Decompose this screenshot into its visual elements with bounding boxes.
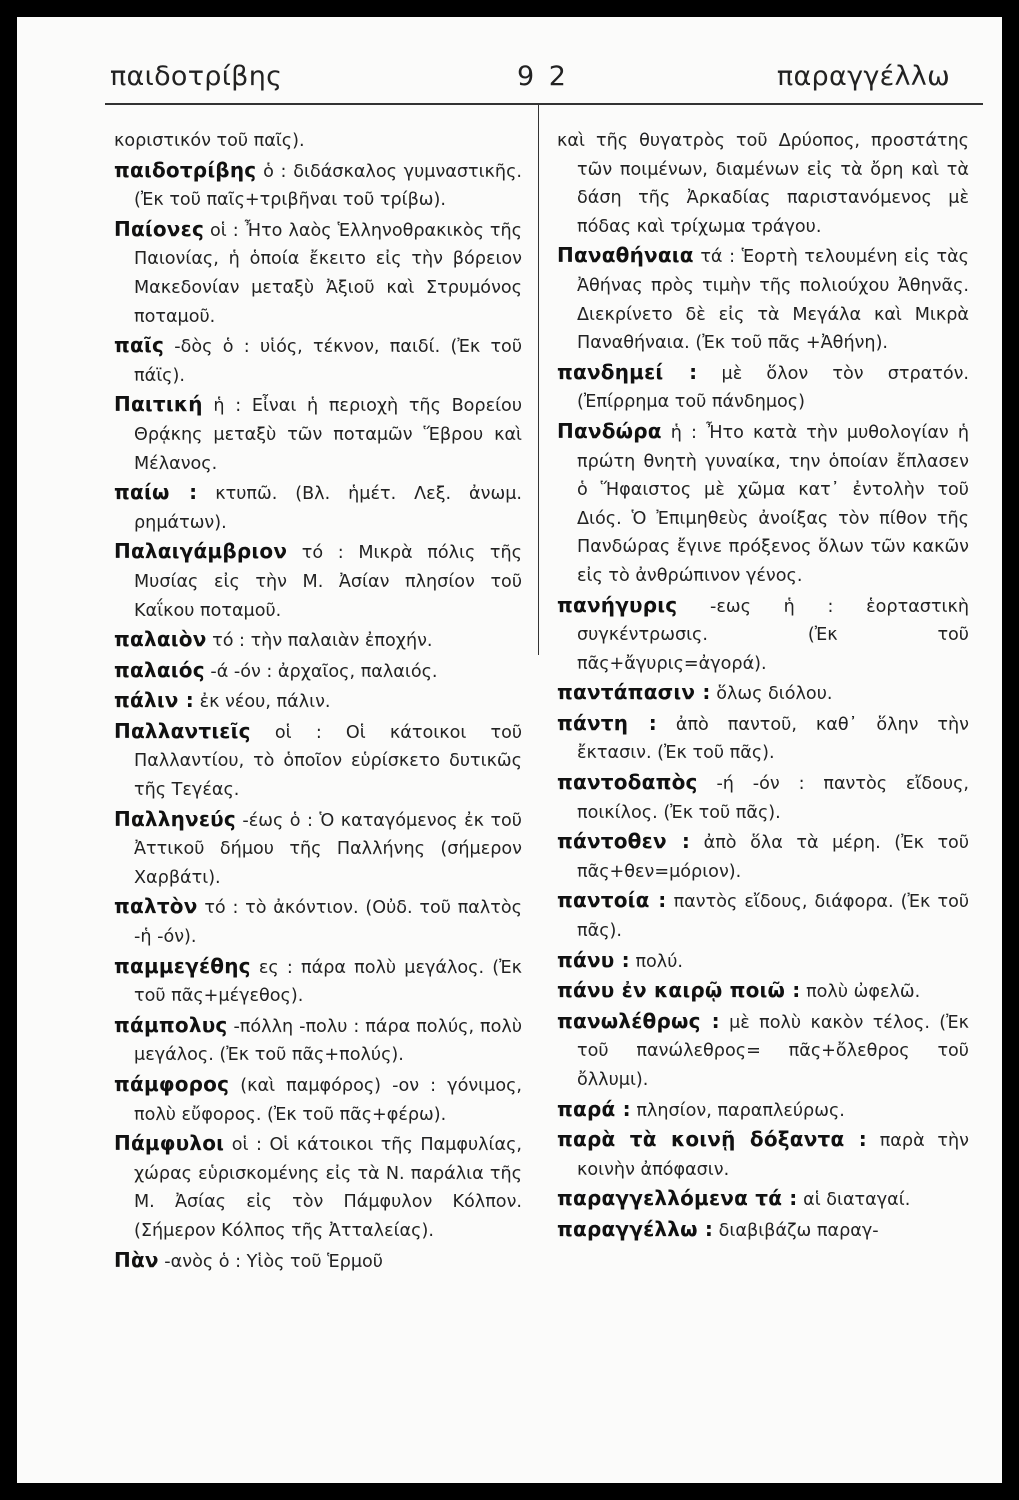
entry-headword: πάνυ ἐν καιρῷ ποιῶ : [557, 978, 801, 1003]
entry-definition: παντὸς εἴδους, διάφορα. (Ἐκ τοῦ πᾶς). [577, 892, 970, 942]
entry-definition: -έως ὁ : Ὁ καταγόμενος ἐκ τοῦ Ἀττικοῦ δήμου τῆς Παλλήνης (σήμερον Χαρβάτι). [134, 810, 522, 888]
entry-definition: -εως ἡ : ἑορταστικὴ συγκέντρωσις. (Ἐκ τοῦ πᾶς+ἄγυρις=ἀγορά). [577, 596, 970, 674]
entry-headword: Παιτική [114, 392, 203, 417]
dictionary-entry [557, 1007, 969, 1095]
dictionary-entry [557, 768, 969, 827]
dictionary-entry [114, 892, 522, 951]
entry-headword: Πὰν [114, 1247, 159, 1272]
entry-headword: πάντοθεν : [557, 829, 691, 854]
entry-definition: μὲ πολὺ κακὸν τέλος. (Ἐκ τοῦ πανώλεθρος= πᾶς+ὄλεθρος τοῦ ὄλλυμι). [577, 1012, 969, 1090]
entry-headword: Πανδώρα [557, 418, 662, 443]
running-head-left: παιδοτρίβης [110, 61, 283, 92]
entry-definition: οἱ : Οἱ κάτοικοι τῆς Παμφυλίας, χώρας εὑρισκομένης εἰς τὰ Ν. παράλια τῆς Μ. Ἀσίας εἰς τὸν Πάμφυλον Κόλπον. (Σήμερον Κόλπος τῆς Ἀτταλείας). [134, 1135, 523, 1241]
dictionary-entry [557, 886, 969, 945]
entry-headword: παλτὸν [114, 894, 198, 919]
entry-headword: Πάμφυλοι [114, 1131, 225, 1156]
entry-definition: παρὰ τὴν κοινὴν ἀπόφασιν. [577, 1131, 969, 1180]
dictionary-entry [114, 127, 522, 156]
entry-definition: ὅλως διόλου. [716, 684, 833, 705]
entry-headword: παραγγελλόμενα τά : [557, 1186, 798, 1211]
entry-definition: μὲ ὅλον τὸν στρατόν. (Ἐπίρρημα τοῦ πάνδημος) [577, 363, 970, 413]
entry-definition: οἱ : Οἱ κάτοικοι τοῦ Παλλαντίου, τὸ ὁποῖον εὑρίσκετο δυτικῶς τῆς Τεγέας. [134, 722, 523, 801]
entry-headword: Παναθήναια [557, 243, 694, 268]
dictionary-entry [114, 717, 522, 805]
entry-headword: πάμπολυς [114, 1012, 228, 1037]
dictionary-entry [557, 1095, 969, 1126]
entry-definition: ὁ : διδάσκαλος γυμναστικῆς. (Ἐκ τοῦ παῖς+τριβῆναι τοῦ τρίβω). [134, 161, 522, 211]
dictionary-entry [557, 358, 969, 417]
dictionary-entry [557, 127, 969, 241]
right-column [557, 127, 969, 1246]
entry-definition: -ή -όν : παντὸς εἴδους, ποικίλος. (Ἐκ τοῦ πᾶς). [577, 774, 970, 823]
dictionary-entry [557, 1215, 969, 1246]
dictionary-entry [557, 417, 969, 591]
dictionary-entry [557, 709, 969, 768]
entry-headword: Παλαιγάμβριον [114, 539, 288, 564]
entry-definition: κτυπῶ. (Βλ. ἡμέτ. Λεξ. ἀνωμ. ρημάτων). [134, 484, 522, 533]
dictionary-entry [114, 1070, 522, 1129]
dictionary-entry [557, 678, 969, 709]
entry-headword: Παίονες [114, 216, 205, 241]
dictionary-entry [114, 1246, 522, 1277]
entry-definition: τό : τὴν παλαιὰν ἐποχήν. [212, 631, 433, 652]
dictionary-entry [557, 946, 969, 977]
entry-definition: τά : Ἑορτὴ τελουμένη εἰς τὰς Ἀθήνας πρὸς τιμὴν τῆς πολιούχου Ἀθηνᾶς. Διεκρίνετο δὲ εἰς τὰ Μεγάλα καὶ Μικρὰ Παναθήναια. (Ἐκ τοῦ πᾶς +Ἀθήνη). [577, 247, 969, 354]
entry-headword: πάμφορος [114, 1072, 230, 1096]
entry-definition: ἐκ νέου, πάλιν. [199, 692, 331, 713]
dictionary-entry [557, 241, 969, 357]
entry-headword: παντοία : [557, 888, 667, 913]
dictionary-entry [114, 656, 522, 687]
entry-definition: οἱ : Ἦτο λαὸς Ἑλληνοθρακικὸς τῆς Παιονίας, ἡ ὁποία ἔκειτο εἰς τὴν βόρειον Μακεδονίαν μεταξὺ Ἀξιοῦ καὶ Στρυμόνος ποταμοῦ. [134, 220, 522, 327]
entry-definition: πολὺ ὠφελῶ. [806, 982, 921, 1003]
entry-definition: τό : τὸ ἀκόντιον. (Οὐδ. τοῦ παλτὸς -ἡ -όν). [134, 898, 522, 948]
entry-headword: πάλιν : [114, 688, 194, 713]
entry-headword: Παλλαντιεῖς [114, 718, 251, 743]
entry-definition: αἱ διαταγαί. [803, 1190, 911, 1211]
entry-headword: πανωλέθρως : [557, 1008, 720, 1033]
entry-definition: πλησίον, παραπλεύρως. [636, 1100, 845, 1121]
entry-definition: ἡ : Εἶναι ἡ περιοχὴ τῆς Βορείου Θρᾴκης μεταξὺ τῶν ποταμῶν Ἕβρου καὶ Μέλανος. [134, 396, 523, 474]
dictionary-entry [114, 478, 522, 537]
entry-headword: παραγγέλλω : [557, 1216, 714, 1241]
entry-headword: παντάπασιν : [557, 680, 711, 705]
dictionary-entry [114, 156, 522, 215]
dictionary-entry [114, 1011, 522, 1070]
column-divider [538, 103, 539, 655]
dictionary-entry [114, 331, 522, 390]
entry-definition: -πόλλη -πολυ : πάρα πολύς, πολὺ μεγάλος. (Ἐκ τοῦ πᾶς+πολύς). [134, 1016, 523, 1066]
entry-headword: παμμεγέθης [114, 953, 251, 978]
entry-definition: καὶ τῆς θυγατρὸς τοῦ Δρύοπος, προστάτης τῶν ποιμένων, διαμένων εἰς τὰ ὄρη καὶ τὰ δάση τῆς Ἀρκαδίας παριστανόμενος μὲ πόδας καὶ τρίχωμα τράγου. [557, 131, 969, 237]
dictionary-entry [114, 625, 522, 656]
dictionary-entry [557, 827, 969, 886]
dictionary-entry [114, 952, 522, 1011]
entry-definition: τό : Μικρὰ πόλις τῆς Μυσίας εἰς τὴν Μ. Ἀσίαν πλησίον τοῦ Καΐκου ποταμοῦ. [134, 543, 522, 621]
entry-headword: παντοδαπὸς [557, 770, 698, 795]
entry-headword: Παλληνεύς [114, 806, 236, 831]
dictionary-entry [114, 805, 522, 893]
entry-definition: -ά -όν : ἀρχαῖος, παλαιός. [210, 661, 438, 682]
dictionary-entry [557, 591, 969, 679]
entry-headword: παλαιὸν [114, 627, 207, 652]
entry-definition: ἡ : Ἦτο κατὰ τὴν μυθολογίαν ἡ πρώτη θνητὴ γυναίκα, την ὁποίαν ἔπλασεν ὁ Ἥφαιστος μὲ χῶμα κατ᾽ ἐντολὴν τοῦ Διός. Ὁ Ἐπιμηθεὺς ἀνοίξας τὸν πίθον τῆς Πανδώρας ἔγινε πρόξενος ὅλων τῶν κακῶν εἰς τὸ ἀνθρώπινον γένος. [577, 422, 969, 586]
entry-definition: -δὸς ὁ : υἱός, τέκνον, παιδί. (Ἐκ τοῦ πάϊς). [134, 337, 523, 386]
dictionary-entry [114, 215, 522, 331]
header-rule [105, 103, 983, 105]
entry-definition: διαβιβάζω παραγ- [718, 1220, 879, 1241]
running-head-right: παραγγέλλω [776, 61, 950, 92]
dictionary-entry [114, 686, 522, 717]
entry-headword: παρὰ τὰ κοινῇ δόξαντα : [557, 1127, 867, 1152]
entry-headword: πάνυ : [557, 947, 630, 972]
entry-definition: ἀπὸ παντοῦ, καθ᾽ ὅλην τὴν ἔκτασιν. (Ἐκ τοῦ πᾶς). [577, 714, 969, 764]
left-column [114, 127, 522, 1276]
entry-headword: παιδοτρίβης [114, 157, 257, 182]
page-number: 9 2 [517, 61, 569, 92]
entry-headword: πανήγυρις [557, 592, 678, 617]
dictionary-entry [114, 537, 522, 625]
entry-headword: παίω : [114, 480, 198, 505]
entry-definition: πολύ. [635, 951, 683, 972]
entry-definition: ἀπὸ ὅλα τὰ μέρη. (Ἐκ τοῦ πᾶς+θεν=μόριον). [577, 833, 970, 882]
dictionary-entry [114, 390, 522, 478]
entry-headword: παρά : [557, 1096, 631, 1121]
entry-headword: παλαιός [114, 657, 205, 682]
entry-headword: πάντη : [557, 710, 657, 735]
entry-definition: ες : πάρα πολὺ μεγάλος. (Ἐκ τοῦ πᾶς+μέγεθος). [134, 957, 523, 1007]
entry-definition: -ανὸς ὁ : Υἱὸς τοῦ Ἑρμοῦ [164, 1251, 383, 1272]
dictionary-entry [557, 1125, 969, 1184]
dictionary-entry [557, 976, 969, 1007]
dictionary-entry [114, 1129, 522, 1245]
entry-definition: κοριστικόν τοῦ παῖς). [114, 131, 305, 151]
dictionary-page [17, 17, 1002, 1483]
entry-definition: (καὶ παμφόρος) -ον : γόνιμος, πολὺ εὔφορος. (Ἐκ τοῦ πᾶς+φέρω). [134, 1076, 522, 1125]
entry-headword: πανδημεί : [557, 359, 698, 384]
dictionary-entry [557, 1184, 969, 1215]
entry-headword: παῖς [114, 333, 165, 358]
